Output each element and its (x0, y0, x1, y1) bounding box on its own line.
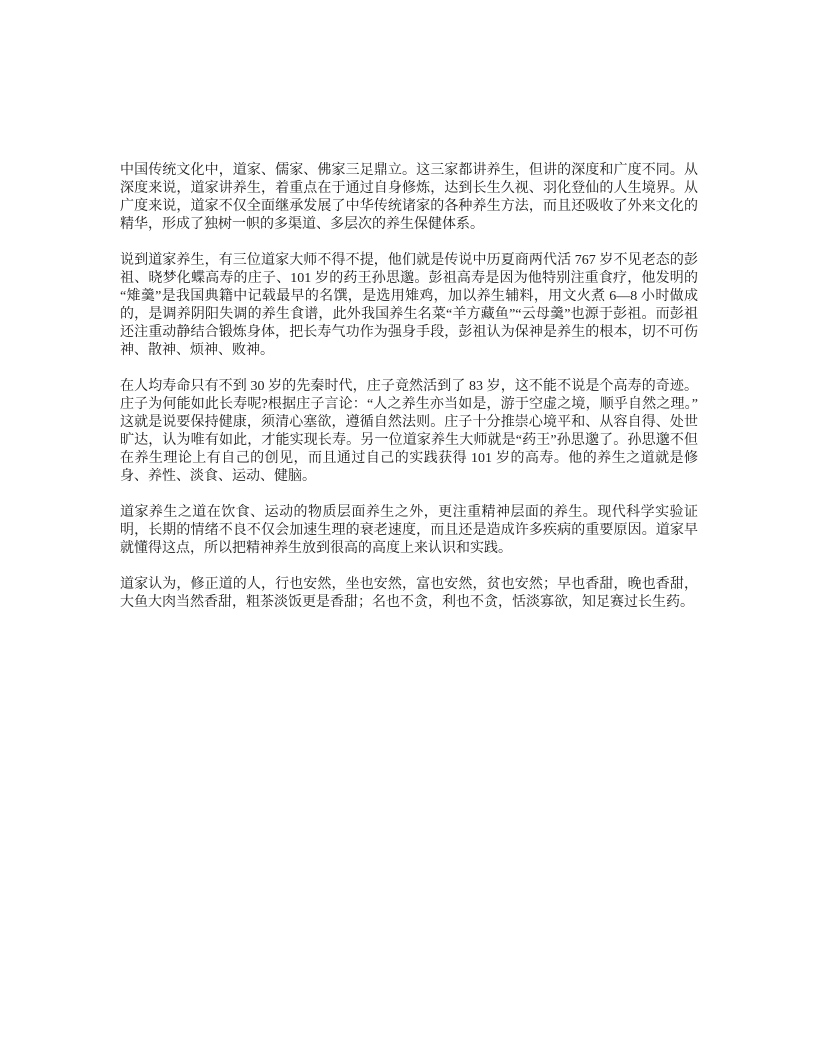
paragraph-contentment-closing: 道家认为，修正道的人，行也安然，坐也安然，富也安然，贫也安然；早也香甜，晚也香甜，大鱼大肉当然香甜，粗茶淡饭更是香甜；名也不贪，利也不贪，恬淡寡欲，知足赛过长生药。 (120, 577, 698, 610)
document-text-block (120, 162, 698, 612)
paragraph-three-masters-pengzu: 说到道家养生，有三位道家大师不得不提，他们就是传说中历夏商两代活 767 岁不见老态的彭祖、晓梦化蝶高寿的庄子、101 岁的药王孙思邈。彭祖高寿是因为他特别注重食疗，他发明的“雉羹”是我国典籍中记载最早的名馔，是选用雉鸡，加以养生辅料，用文火煮 6—8 小时做成的，是调养阴阳失调的养生食谱，此外我国养生名菜“羊方藏鱼”“云母羹”也源于彭祖。而彭祖还注重动静结合锻炼身体，把长寿气功作为强身手段，彭祖认为保神是养生的根本，切不可伤神、散神、烦神、败神。 (120, 253, 698, 358)
paragraph-intro-three-schools: 中国传统文化中，道家、儒家、佛家三足鼎立。这三家都讲养生，但讲的深度和广度不同。从深度来说，道家讲养生，着重点在于通过自身修炼，达到长生久视、羽化登仙的人生境界。从广度来说，道家不仅全面继承发展了中华传统诸家的各种养生方法，而且还吸收了外来文化的精华，形成了独树一帜的多渠道、多层次的养生保健体系。 (120, 163, 698, 232)
paragraph-zhuangzi-sunsimiao: 在人均寿命只有不到 30 岁的先秦时代，庄子竟然活到了 83 岁，这不能不说是个高寿的奇迹。庄子为何能如此长寿呢?根据庄子言论：“人之养生亦当如是，游于空虚之境，顺乎自然之理。”这就是说要保持健康，须清心塞欲，遵循自然法则。庄子十分推崇心境平和、从容自得、处世旷达，认为唯有如此，才能实现长寿。另一位道家养生大师就是“药王”孙思邈了。孙思邈不但在养生理论上有自己的创见，而且通过自己的实践获得 101 岁的高寿。他的养生之道就是修身、养性、淡食、运动、健脑。 (120, 379, 698, 484)
paragraph-spiritual-cultivation: 道家养生之道在饮食、运动的物质层面养生之外，更注重精神层面的养生。现代科学实验证明，长期的情绪不良不仅会加速生理的衰老速度，而且还是造成许多疾病的重要原因。道家早就懂得这点，所以把精神养生放到很高的高度上来认识和实践。 (120, 505, 698, 556)
